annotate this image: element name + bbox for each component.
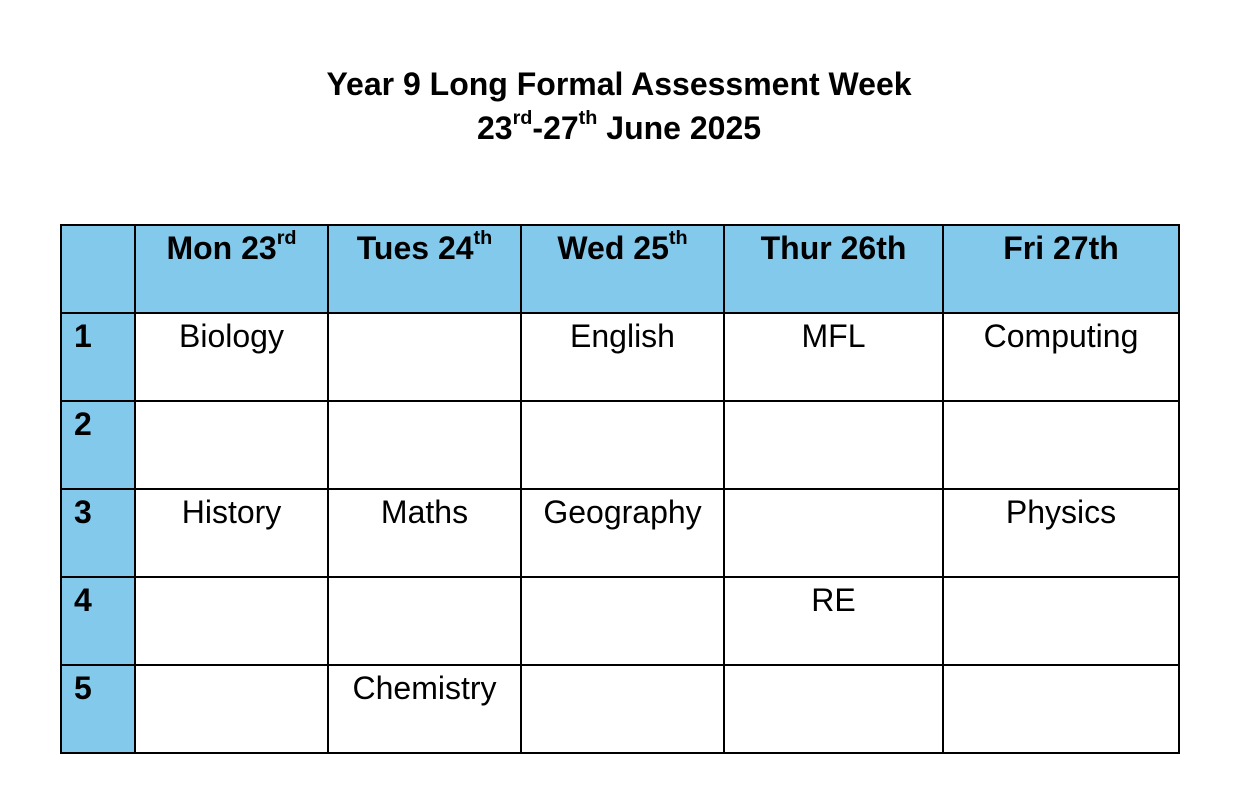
title-end-day: 27 xyxy=(543,110,579,146)
slot-cell: Maths xyxy=(328,489,521,577)
slot-cell: RE xyxy=(724,577,943,665)
title-end-suffix: th xyxy=(578,107,598,130)
slot-cell: Geography xyxy=(521,489,724,577)
slot-cell xyxy=(135,665,328,753)
slot-cell xyxy=(135,577,328,665)
period-row xyxy=(61,489,1179,577)
day-suffix: rd xyxy=(276,227,297,250)
page-title xyxy=(0,62,1238,150)
day-label: Wed 25 xyxy=(557,230,669,266)
slot-cell xyxy=(521,401,724,489)
period-row xyxy=(61,313,1179,401)
slot-cell: Chemistry xyxy=(328,665,521,753)
slot-cell xyxy=(135,401,328,489)
corner-cell xyxy=(61,225,135,313)
slot-cell: History xyxy=(135,489,328,577)
period-number: 3 xyxy=(61,489,135,577)
period-row xyxy=(61,401,1179,489)
period-number: 1 xyxy=(61,313,135,401)
title-month-year: June 2025 xyxy=(597,110,762,146)
title-separator: - xyxy=(532,110,544,146)
day-header-wed xyxy=(521,225,724,313)
period-row xyxy=(61,577,1179,665)
day-label: Fri 27th xyxy=(1003,230,1119,266)
slot-cell xyxy=(724,401,943,489)
slot-cell: Biology xyxy=(135,313,328,401)
day-suffix: th xyxy=(473,227,493,250)
slot-cell: English xyxy=(521,313,724,401)
day-header-tues xyxy=(328,225,521,313)
slot-cell xyxy=(328,401,521,489)
title-line-1: Year 9 Long Formal Assessment Week xyxy=(326,66,912,102)
slot-cell xyxy=(943,577,1179,665)
day-header-fri xyxy=(943,225,1179,313)
period-number: 4 xyxy=(61,577,135,665)
slot-cell xyxy=(724,665,943,753)
slot-cell xyxy=(328,313,521,401)
slot-cell: MFL xyxy=(724,313,943,401)
title-start-suffix: rd xyxy=(512,107,533,130)
slot-cell xyxy=(943,401,1179,489)
slot-cell xyxy=(328,577,521,665)
slot-cell xyxy=(724,489,943,577)
title-line-2 xyxy=(0,106,1238,150)
title-start-day: 23 xyxy=(476,110,513,146)
timetable xyxy=(60,224,1180,754)
slot-cell xyxy=(521,665,724,753)
period-number: 2 xyxy=(61,401,135,489)
period-number: 5 xyxy=(61,665,135,753)
slot-cell: Computing xyxy=(943,313,1179,401)
day-label: Thur 26th xyxy=(760,230,907,266)
day-header-thur xyxy=(724,225,943,313)
day-suffix: th xyxy=(668,227,688,250)
slot-cell xyxy=(943,665,1179,753)
slot-cell xyxy=(521,577,724,665)
slot-cell: Physics xyxy=(943,489,1179,577)
day-header-mon xyxy=(135,225,328,313)
header-row xyxy=(61,225,1179,313)
day-label: Mon 23 xyxy=(166,230,277,266)
day-label: Tues 24 xyxy=(356,230,474,266)
period-row xyxy=(61,665,1179,753)
